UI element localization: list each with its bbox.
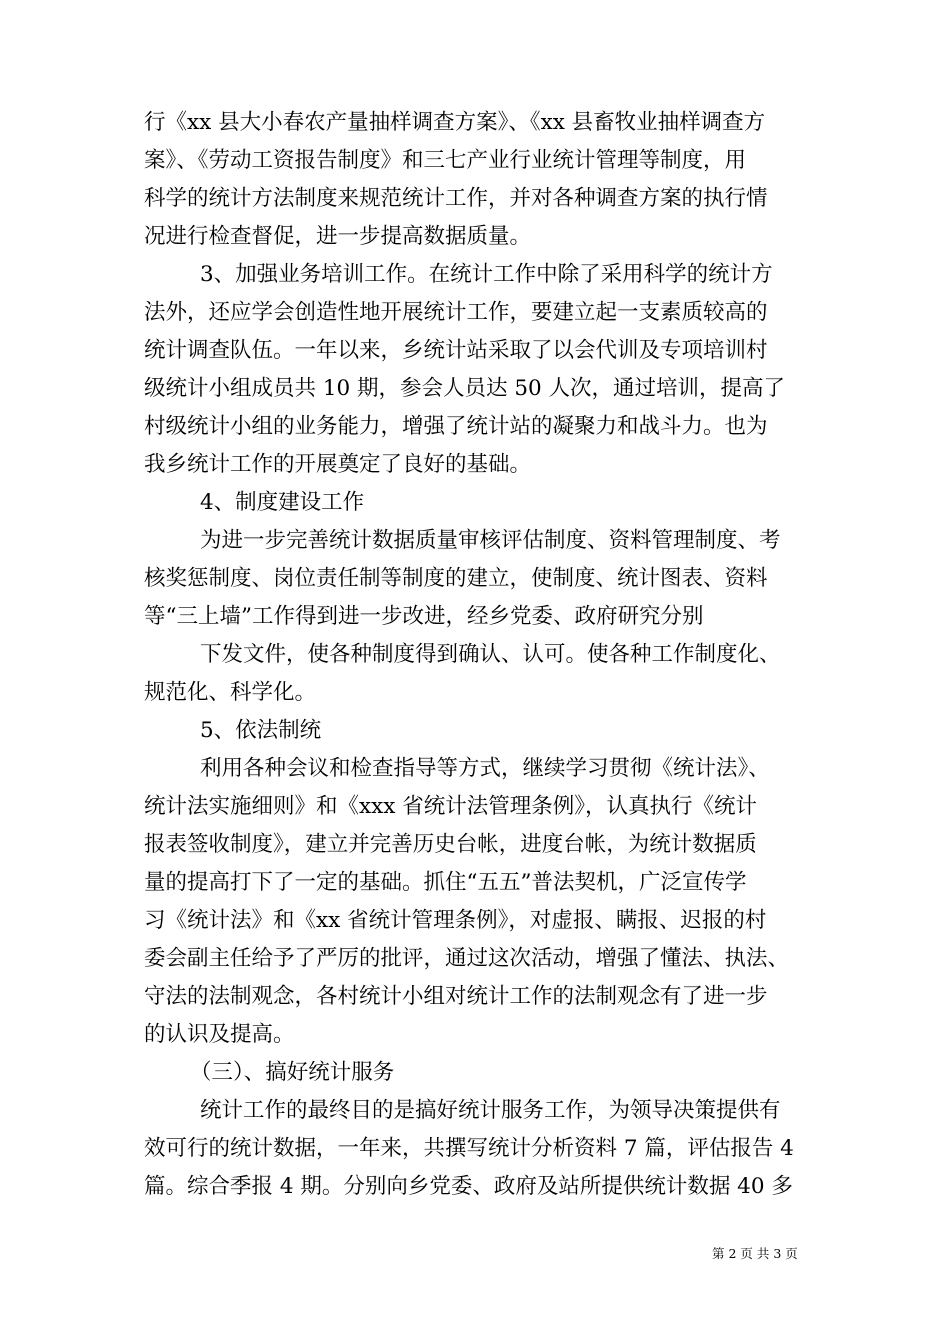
text-line: 为进一步完善统计数据质量审核评估制度、资料管理制度、考 — [200, 528, 781, 553]
text-line: 况进行检查督促，进一步提高数据质量。 — [144, 224, 532, 249]
text-line: 等“三上墙”工作得到进一步改进，经乡党委、政府研究分别 — [144, 604, 704, 629]
text-line: 统计工作的最终目的是搞好统计服务工作，为领导决策提供有 — [200, 1098, 781, 1123]
text-line: 3、加强业务培训工作。在统计工作中除了采用科学的统计方 — [200, 262, 773, 287]
text-line: 行《xx 县大小春农产量抽样调查方案》、《xx 县畜牧业抽样调查方 — [144, 110, 766, 135]
text-line: 效可行的统计数据，一年来，共撰写统计分析资料 7 篇，评估报告 4 — [144, 1136, 794, 1161]
text-line: 下发文件，使各种制度得到确认、认可。使各种工作制度化、 — [200, 642, 781, 667]
section-heading: 4、制度建设工作 — [200, 490, 365, 515]
text-line: 的认识及提高。 — [144, 1022, 295, 1047]
text-line: 委会副主任给予了严厉的批评，通过这次活动，增强了懂法、执法、 — [144, 946, 790, 971]
section-heading: 5、依法制统 — [200, 718, 322, 743]
text-line: 利用各种会议和检查指导等方式，继续学习贯彻《统计法》、 — [200, 756, 770, 781]
text-line: 守法的法制观念，各村统计小组对统计工作的法制观念有了进一步 — [144, 984, 768, 1009]
text-line: 级统计小组成员共 10 期，参会人员达 50 人次，通过培训，提高了 — [144, 376, 786, 401]
text-line: 习《统计法》和《xx 省统计管理条例》，对虚报、瞒报、迟报的村 — [144, 908, 767, 933]
text-line: 案》、《劳动工资报告制度》和三七产业行业统计管理等制度，用 — [144, 148, 747, 173]
text-line: 篇。综合季报 4 期。分别向乡党委、政府及站所提供统计数据 40 多 — [144, 1174, 793, 1199]
text-line: 统计法实施细则》和《xxx 省统计法管理条例》，认真执行《统计 — [144, 794, 757, 819]
text-line: 统计调查队伍。一年以来，乡统计站采取了以会代训及专项培训村 — [144, 338, 768, 363]
text-line: 我乡统计工作的开展奠定了良好的基础。 — [144, 452, 532, 477]
text-line: 核奖惩制度、岗位责任制等制度的建立，使制度、统计图表、资料 — [144, 566, 768, 591]
text-line: 村级统计小组的业务能力，增强了统计站的凝聚力和战斗力。也为 — [144, 414, 768, 439]
page-number: 第 2 页 共 3 页 — [712, 1246, 798, 1261]
text-line: 规范化、科学化。 — [144, 680, 317, 705]
section-heading: （三）、搞好统计服务 — [190, 1060, 395, 1085]
text-line: 报表签收制度》，建立并完善历史台帐，进度台帐，为统计数据质 — [144, 832, 757, 857]
text-line: 科学的统计方法制度来规范统计工作，并对各种调查方案的执行情 — [144, 186, 768, 211]
text-line: 量的提高打下了一定的基础。抓住“五五”普法契机，广泛宣传学 — [144, 870, 747, 895]
text-line: 法外，还应学会创造性地开展统计工作，要建立起一支素质较高的 — [144, 300, 768, 325]
